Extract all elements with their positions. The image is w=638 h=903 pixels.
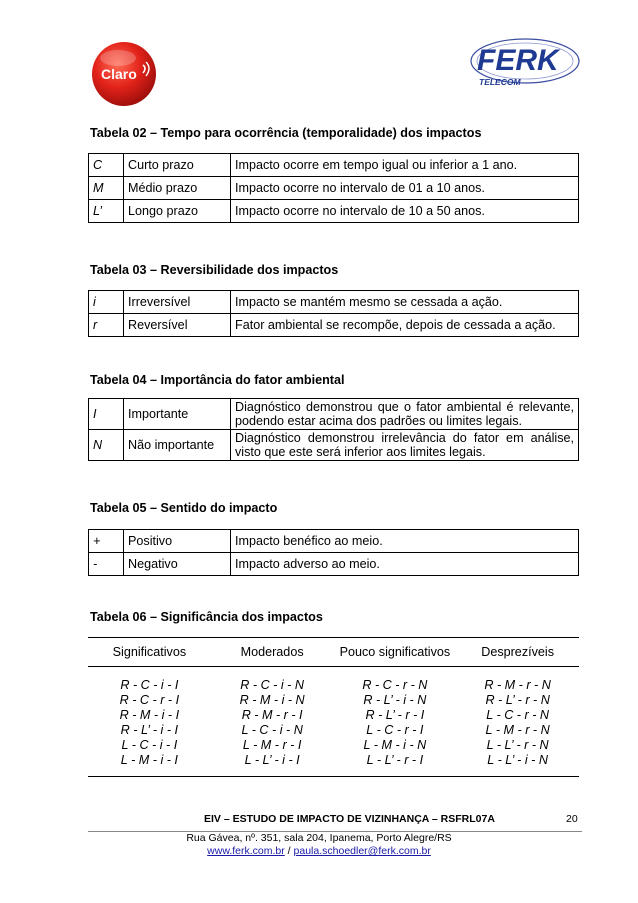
combination: R - M - r - N xyxy=(484,678,551,692)
description-cell: Impacto ocorre no intervalo de 10 a 50 anos. xyxy=(231,200,579,223)
negligible-combinations xyxy=(456,667,579,777)
combination: L - M - r - N xyxy=(485,723,550,737)
code-cell: r xyxy=(89,314,124,337)
label-cell: Positivo xyxy=(124,530,231,553)
table-row xyxy=(89,154,579,177)
table-row xyxy=(89,530,579,553)
moderate-combinations xyxy=(211,667,334,777)
table-row xyxy=(89,291,579,314)
description-cell: Diagnóstico demonstrou que o fator ambiental é relevante, podendo estar acima dos padrões ou limites legais. xyxy=(231,399,579,430)
footer-address: Rua Gávea, nº. 351, sala 204, Ipanema, Porto Alegre/RS xyxy=(186,832,452,844)
significant-combinations xyxy=(88,667,211,777)
combination: R - L’ - r - I xyxy=(365,708,425,722)
table-row xyxy=(89,553,579,576)
table-04-caption: Tabela 04 – Importância do fator ambiental xyxy=(90,373,345,387)
combination: R - L’ - r - N xyxy=(485,693,550,707)
ferk-telecom-logo xyxy=(455,33,582,93)
label-cell: Negativo xyxy=(124,553,231,576)
table-05-caption: Tabela 05 – Sentido do impacto xyxy=(90,501,278,515)
combination: R - M - r - I xyxy=(241,708,303,722)
code-cell: - xyxy=(89,553,124,576)
combination: R - M - i - I xyxy=(119,708,180,722)
table-03-caption: Tabela 03 – Reversibilidade dos impactos xyxy=(90,263,339,277)
description-cell: Impacto benéfico ao meio. xyxy=(231,530,579,553)
label-cell: Longo prazo xyxy=(124,200,231,223)
significance-table xyxy=(88,637,579,777)
description-cell: Impacto adverso ao meio. xyxy=(231,553,579,576)
combination: L - C - r - I xyxy=(366,723,424,737)
link-separator: / xyxy=(284,845,294,857)
table-02-caption: Tabela 02 – Tempo para ocorrência (temporalidade) dos impactos xyxy=(90,126,482,140)
footer-title: EIV – ESTUDO DE IMPACTO DE VIZINHANÇA – RSFRL07A xyxy=(204,813,495,825)
combination: L - L’ - i - I xyxy=(244,753,300,767)
combination: L - M - i - N xyxy=(363,738,427,752)
combination: R - M - i - N xyxy=(239,693,305,707)
email-link[interactable]: paula.schoedler@ferk.com.br xyxy=(293,845,431,857)
combination: L - L’ - r - I xyxy=(366,753,424,767)
code-cell: + xyxy=(89,530,124,553)
description-cell: Fator ambiental se recompõe, depois de cessada a ação. xyxy=(231,314,579,337)
combination: L - C - i - I xyxy=(121,738,178,752)
telecom-logo-text: TELECOM xyxy=(479,77,521,87)
description-cell: Impacto ocorre em tempo igual ou inferior a 1 ano. xyxy=(231,154,579,177)
direction-table xyxy=(88,529,579,576)
table-header-row xyxy=(88,638,579,667)
claro-logo xyxy=(90,40,158,108)
code-cell: I xyxy=(89,399,124,430)
combination: R - C - i - N xyxy=(240,678,304,692)
code-cell: i xyxy=(89,291,124,314)
description-cell: Diagnóstico demonstrou irrelevância do fator em análise, visto que este será inferior aos limites legais. xyxy=(231,430,579,461)
table-06-caption: Tabela 06 – Significância dos impactos xyxy=(90,610,323,624)
claro-logo-text: Claro xyxy=(101,66,137,82)
combination: L - L’ - i - N xyxy=(487,753,548,767)
label-cell: Importante xyxy=(124,399,231,430)
column-header: Significativos xyxy=(88,638,211,667)
code-cell: N xyxy=(89,430,124,461)
low-significance-combinations xyxy=(334,667,457,777)
page-number: 20 xyxy=(566,813,578,825)
temporality-table xyxy=(88,153,579,223)
code-cell: L’ xyxy=(89,200,124,223)
combination: R - L’ - i - N xyxy=(363,693,427,707)
combination: L - M - i - I xyxy=(120,753,178,767)
label-cell: Curto prazo xyxy=(124,154,231,177)
table-row xyxy=(89,399,579,430)
code-cell: M xyxy=(89,177,124,200)
table-row xyxy=(89,430,579,461)
column-header: Desprezíveis xyxy=(456,638,579,667)
column-header: Pouco significativos xyxy=(334,638,457,667)
label-cell: Irreversível xyxy=(124,291,231,314)
label-cell: Reversível xyxy=(124,314,231,337)
combination: R - L’ - i - I xyxy=(120,723,179,737)
combination: L - L’ - r - N xyxy=(486,738,549,752)
importance-table xyxy=(88,398,579,461)
reversibility-table xyxy=(88,290,579,337)
table-row xyxy=(89,314,579,337)
combination: R - C - r - I xyxy=(119,693,180,707)
column-header: Moderados xyxy=(211,638,334,667)
table-row xyxy=(89,177,579,200)
ferk-logo-text: FERK xyxy=(477,44,559,77)
combination: L - C - r - N xyxy=(486,708,549,722)
code-cell: C xyxy=(89,154,124,177)
combination: R - C - i - I xyxy=(120,678,179,692)
combination: L - C - i - N xyxy=(241,723,303,737)
page-header xyxy=(0,0,638,110)
label-cell: Médio prazo xyxy=(124,177,231,200)
combination: L - M - r - I xyxy=(242,738,302,752)
combination: R - C - r - N xyxy=(362,678,428,692)
table-row xyxy=(88,667,579,777)
table-row xyxy=(89,200,579,223)
website-link[interactable]: www.ferk.com.br xyxy=(207,845,285,857)
footer-links xyxy=(0,845,638,857)
description-cell: Impacto se mantém mesmo se cessada a ação. xyxy=(231,291,579,314)
label-cell: Não importante xyxy=(124,430,231,461)
description-cell: Impacto ocorre no intervalo de 01 a 10 anos. xyxy=(231,177,579,200)
